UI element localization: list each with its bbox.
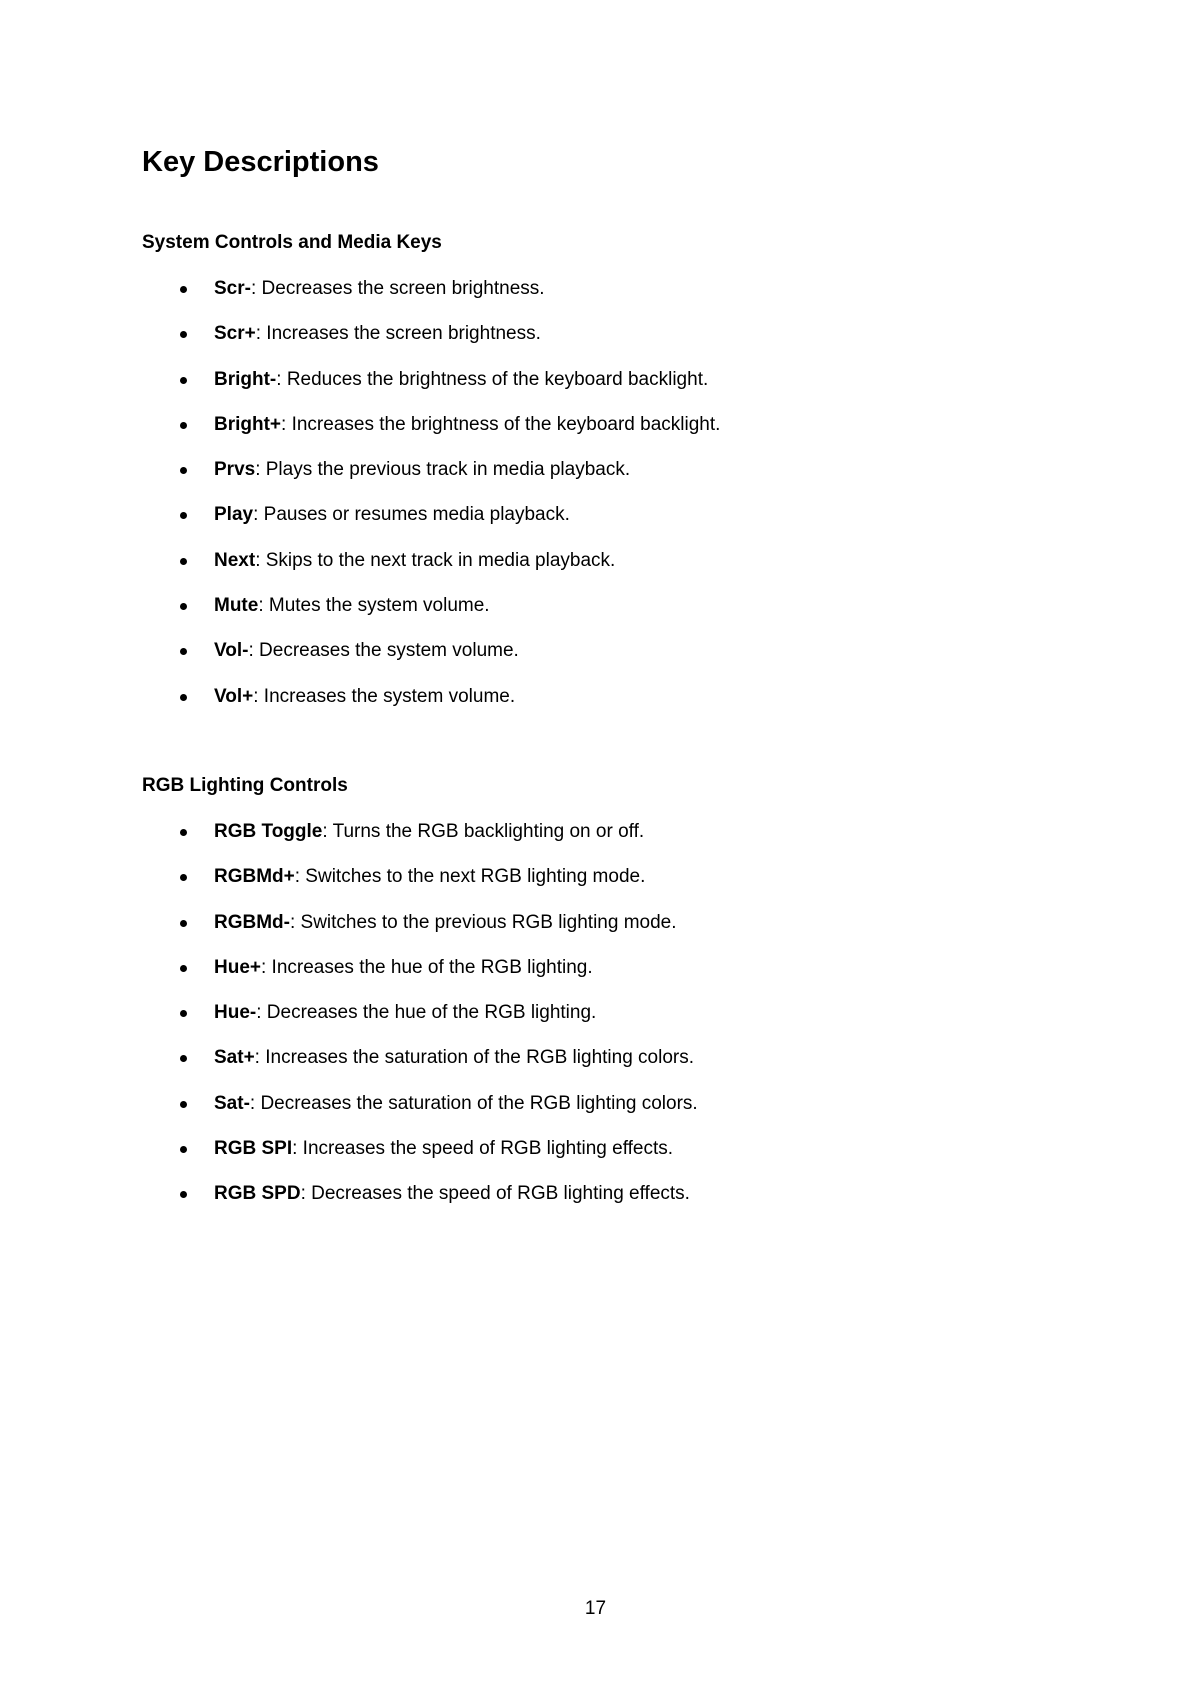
key-name: RGBMd+ [214, 866, 295, 888]
item-text [214, 1000, 596, 1026]
key-description: : Decreases the saturation of the RGB lighting colors. [249, 1092, 698, 1114]
key-description: : Decreases the hue of the RGB lighting. [256, 1002, 597, 1024]
bullet-icon [180, 648, 187, 655]
item-text [214, 1136, 673, 1162]
item-text [214, 864, 645, 890]
bullet-icon [180, 377, 187, 384]
key-name: RGB Toggle [214, 821, 323, 842]
key-description: : Decreases the speed of RGB lighting effects. [300, 1183, 690, 1205]
key-name: Vol- [214, 640, 249, 662]
key-description: : Reduces the brightness of the keyboard backlight. [276, 368, 709, 390]
key-description: : Increases the brightness of the keyboard backlight. [281, 413, 721, 435]
item-text [214, 1091, 698, 1117]
item-text [214, 1045, 694, 1071]
bullet-icon [180, 286, 187, 293]
bullet-icon [180, 467, 187, 474]
key-name: Mute [214, 595, 259, 617]
key-name: Bright+ [214, 413, 282, 435]
bullet-icon [180, 603, 187, 610]
page-number: 17 [584, 1598, 607, 1619]
item-text [214, 955, 593, 981]
bullet-icon [180, 1146, 187, 1153]
bullet-icon [180, 694, 187, 701]
key-description: : Decreases the screen brightness. [250, 278, 545, 299]
item-text [214, 276, 545, 302]
key-description: : Increases the saturation of the RGB lighting colors. [254, 1047, 695, 1069]
item-text [214, 1181, 690, 1207]
key-name: Vol+ [214, 685, 254, 707]
item-text [214, 457, 630, 483]
section-heading-system-controls: System Controls and Media Keys [142, 232, 442, 253]
key-name: Prvs [214, 459, 256, 481]
bullet-icon [180, 874, 187, 881]
key-description: : Plays the previous track in media playback. [255, 459, 631, 481]
key-description: : Skips to the next track in media playback. [255, 549, 616, 571]
key-name: Sat+ [214, 1047, 255, 1069]
item-text [214, 593, 490, 619]
key-description: : Increases the screen brightness. [255, 323, 541, 345]
key-name: Bright- [214, 368, 277, 390]
key-name: RGB SPD [214, 1183, 301, 1205]
key-description: : Increases the hue of the RGB lighting. [261, 956, 593, 978]
item-text [214, 638, 519, 664]
key-name: Scr- [214, 278, 251, 299]
key-description: : Switches to the previous RGB lighting mode. [289, 911, 677, 933]
key-name: RGBMd- [214, 911, 290, 933]
bullet-icon [180, 1055, 187, 1062]
item-text [214, 548, 615, 574]
key-description: : Switches to the next RGB lighting mode. [294, 866, 646, 888]
item-text [214, 910, 677, 936]
key-description: : Mutes the system volume. [258, 595, 490, 617]
section-heading-rgb-lighting: RGB Lighting Controls [142, 775, 348, 796]
key-description: : Increases the system volume. [253, 685, 516, 707]
bullet-icon [180, 331, 187, 338]
bullet-icon [180, 1101, 187, 1108]
key-name: Hue+ [214, 956, 261, 978]
item-text [214, 367, 708, 393]
bullet-icon [180, 1191, 187, 1198]
bullet-icon [180, 422, 187, 429]
page-title: Key Descriptions [142, 146, 379, 178]
item-text [214, 684, 515, 710]
key-description: : Pauses or resumes media playback. [253, 504, 570, 526]
bullet-icon [180, 829, 187, 836]
key-description: : Decreases the system volume. [248, 640, 519, 662]
key-name: Hue- [214, 1002, 257, 1024]
key-name: Scr+ [214, 323, 256, 345]
key-name: Sat- [214, 1092, 250, 1114]
bullet-icon [180, 512, 187, 519]
bullet-icon [180, 558, 187, 565]
bullet-icon [180, 1010, 187, 1017]
key-name: RGB SPI [214, 1138, 293, 1160]
item-text [214, 412, 720, 438]
key-name: Play [214, 504, 254, 526]
key-description: : Increases the speed of RGB lighting effects. [292, 1138, 674, 1160]
bullet-icon [180, 920, 187, 927]
key-name: Next [214, 549, 256, 571]
item-text [214, 502, 570, 528]
item-text [214, 321, 541, 347]
item-text [214, 819, 644, 845]
bullet-icon [180, 965, 187, 972]
key-description: : Turns the RGB backlighting on or off. [322, 821, 645, 842]
